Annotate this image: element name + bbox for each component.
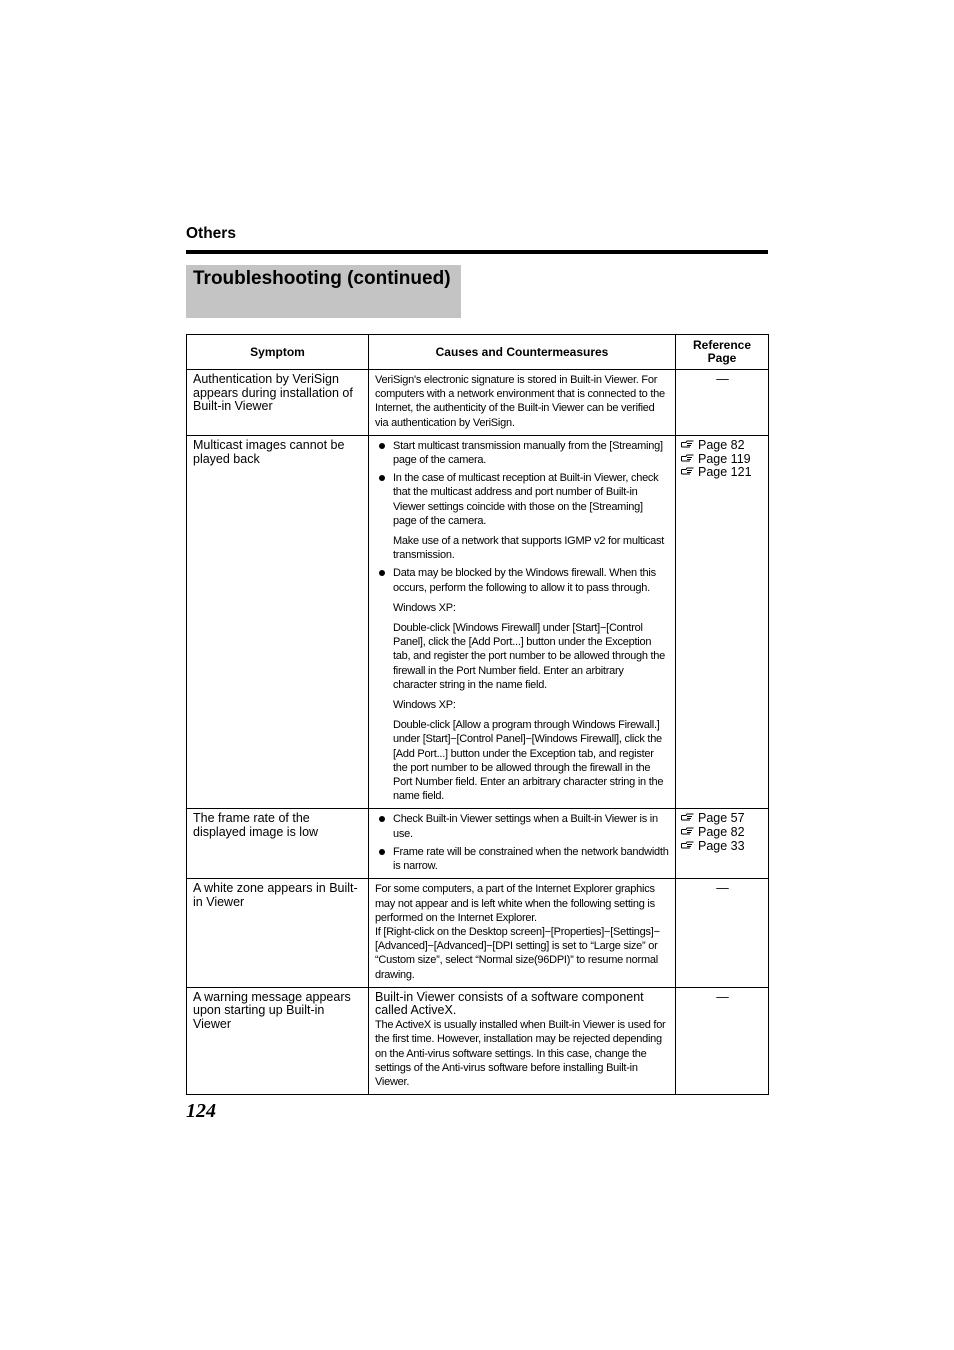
table-row (187, 809, 769, 879)
cause-cell (369, 370, 676, 436)
pointing-hand-icon (681, 841, 694, 849)
symptom-cell: Authentication by VeriSign appears during installation of Built-in Viewer (187, 370, 369, 436)
symptom-cell: A warning message appears upon starting up Built-in Viewer (187, 987, 369, 1094)
cause-cell (369, 879, 676, 987)
symptom-cell: Multicast images cannot be played back (187, 435, 369, 809)
cause-bullet-list (375, 439, 669, 595)
page-reference: Page 57 (681, 812, 764, 826)
list-item: Start multicast transmission manually from the [Streaming] page of the camera. (375, 439, 669, 467)
bullet-icon (379, 816, 385, 822)
bullet-icon (379, 475, 385, 481)
bullet-icon (379, 849, 385, 855)
table-row (187, 987, 769, 1094)
cause-text: For some computers, a part of the Internet Explorer graphics may not appear and is left white when the following setting is performed on the Internet Explorer. (375, 883, 655, 924)
list-item: In the case of multicast reception at Built-in Viewer, check that the multicast address and port number of Built-in Viewer settings coincide with those on the [Streaming] page of the camera. Make use of a network that supports IGMP v2 for multicast transmission. (375, 471, 669, 562)
troubleshooting-table (186, 334, 769, 1095)
pointing-hand-icon (681, 467, 694, 475)
cause-bullet-list (375, 812, 669, 873)
table-row (187, 879, 769, 987)
page-number: 124 (186, 1100, 216, 1122)
cause-cell (369, 987, 676, 1094)
page-title: Troubleshooting (continued) (193, 268, 451, 289)
symptom-cell: The frame rate of the displayed image is low (187, 809, 369, 879)
windows-label: Windows XP: (393, 601, 456, 614)
list-item: Data may be blocked by the Windows firewall. When this occurs, perform the following to allow it to pass through. (375, 566, 669, 594)
header-symptom: Symptom (187, 335, 369, 370)
pointing-hand-icon (681, 440, 694, 448)
windows-instructions: Double-click [Windows Firewall] under [Start]−[Control Panel], click the [Add Port...] button under the Exception tab, and register the port number to be allowed through the firewall in the Port Number field. Enter an arbitrary character string in the name field. (393, 622, 666, 691)
table-row (187, 370, 769, 436)
bullet-icon (379, 443, 385, 449)
list-item: Frame rate will be constrained when the network bandwidth is narrow. (375, 845, 669, 873)
header-reference (676, 335, 769, 370)
page-reference: Page 82 (681, 826, 764, 840)
title-banner (186, 265, 461, 318)
page-reference: Page 33 (681, 840, 764, 854)
header-reference-line1: Reference (692, 338, 752, 352)
reference-cell: — (676, 370, 769, 436)
bullet-icon (379, 570, 385, 576)
windows-instructions: Double-click [Allow a program through Windows Firewall.] under [Start]−[Control Panel]−[Windows Firewall], click the [Add Port...] button under the Exception tab, and register the port number to be allowed through the firewall in the Port Number field. Enter an arbitrary character string in the name field. (393, 719, 664, 803)
reference-cell (676, 809, 769, 879)
cause-text: VeriSign's electronic signature is stored in Built-in Viewer. For computers with a network environment that is connected to the Internet, the authenticity of the Built-in Viewer can be verified via authentication by VeriSign. (375, 374, 665, 429)
header-reference-line2: Page (707, 351, 737, 365)
reference-cell (676, 435, 769, 809)
list-item: Check Built-in Viewer settings when a Built-in Viewer is in use. (375, 812, 669, 840)
reference-cell: — (676, 879, 769, 987)
cause-text: The ActiveX is usually installed when Built-in Viewer is used for the first time. However, installation may be rejected depending on the Anti-virus software settings. In this case, change the settings of the Anti-virus software before installing Built-in Viewer. (375, 1019, 666, 1088)
pointing-hand-icon (681, 827, 694, 835)
symptom-cell: A white zone appears in Built-in Viewer (187, 879, 369, 987)
table-row (187, 435, 769, 809)
table-header-row (187, 335, 769, 370)
windows-label: Windows XP: (393, 699, 456, 712)
reference-cell: — (676, 987, 769, 1094)
cause-heading: Built-in Viewer consists of a software component called ActiveX. (375, 989, 644, 1018)
pointing-hand-icon (681, 454, 694, 462)
header-rule (186, 250, 768, 254)
cause-cell (369, 809, 676, 879)
page-reference: Page 82 (681, 439, 764, 453)
page-reference: Page 119 (681, 453, 764, 467)
header-causes: Causes and Countermeasures (369, 335, 676, 370)
section-label: Others (186, 225, 236, 242)
pointing-hand-icon (681, 813, 694, 821)
cause-cell (369, 435, 676, 809)
igmp-note: Make use of a network that supports IGMP v2 for multicast transmission. (393, 535, 665, 562)
cause-text: If [Right-click on the Desktop screen]−[Properties]−[Settings]−[Advanced]−[Advanced]−[DPI setting] is set to “Large size” or “Custom size”, select “Normal size(96DPI)” to resume normal drawing. (375, 925, 660, 981)
page-reference: Page 121 (681, 466, 764, 480)
